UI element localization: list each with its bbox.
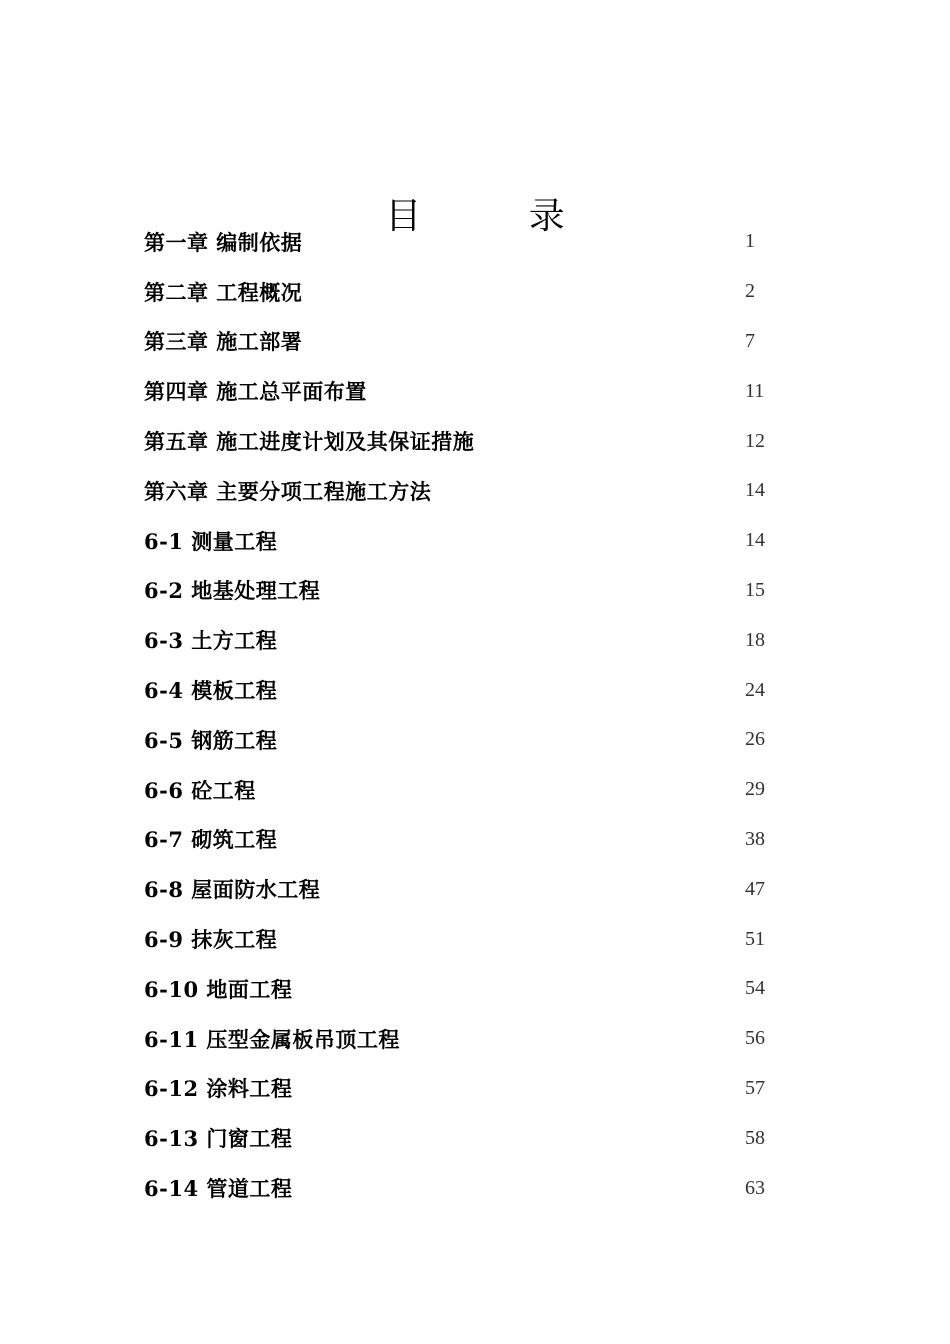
toc-entry-text: 第三章 施工部署 (144, 329, 303, 355)
toc-entry[interactable] (144, 466, 804, 516)
toc-entry-page: 54 (745, 977, 765, 1000)
toc-entry-page: 26 (745, 728, 765, 751)
toc-entry-page: 56 (745, 1027, 765, 1050)
toc-entry[interactable] (144, 1113, 804, 1163)
toc-entry[interactable] (144, 1014, 804, 1064)
toc-entry-text: 6-2 地基处理工程 (144, 578, 321, 604)
toc-entry-text: 第五章 施工进度计划及其保证措施 (144, 429, 475, 455)
toc-entry[interactable] (144, 765, 804, 815)
toc-entry-page: 1 (745, 230, 755, 253)
toc-entry-page: 15 (745, 578, 765, 601)
toc-entry-page: 11 (745, 379, 765, 402)
toc-entry-text: 6-3 土方工程 (144, 628, 278, 654)
toc-entry-text: 6-13 门窗工程 (144, 1126, 293, 1152)
toc-entry-page: 14 (745, 529, 765, 552)
toc-entry-text: 6-4 模板工程 (144, 678, 278, 704)
toc-entry[interactable] (144, 416, 804, 466)
toc-entry-text: 6-11 压型金属板吊顶工程 (144, 1026, 400, 1052)
toc-entry-text: 第六章 主要分项工程施工方法 (144, 478, 432, 504)
toc-entry-page: 18 (745, 628, 765, 651)
toc-entry-text: 第一章 编制依据 (144, 229, 303, 255)
toc-entry[interactable] (144, 217, 804, 267)
toc-entry-page: 57 (745, 1076, 765, 1099)
toc-entry-text: 第四章 施工总平面布置 (144, 379, 367, 405)
toc-entry-page: 58 (745, 1126, 765, 1149)
toc-title: 目 录 (385, 196, 613, 238)
toc-entry[interactable] (144, 864, 804, 914)
toc-entry[interactable] (144, 566, 804, 616)
toc-entry[interactable] (144, 1163, 804, 1213)
toc-entry-page: 7 (745, 329, 755, 352)
toc-entry[interactable] (144, 267, 804, 317)
toc-entry[interactable] (144, 366, 804, 416)
toc-entry-page: 2 (745, 280, 755, 303)
toc-entry-text: 第二章 工程概况 (144, 279, 303, 305)
toc-list (144, 217, 804, 1213)
toc-entry[interactable] (144, 815, 804, 865)
toc-entry-page: 47 (745, 877, 765, 900)
toc-entry[interactable] (144, 615, 804, 665)
toc-entry[interactable] (144, 516, 804, 566)
toc-entry-page: 12 (745, 429, 765, 452)
toc-entry-text: 6-7 砌筑工程 (144, 827, 278, 853)
toc-entry-page: 29 (745, 778, 765, 801)
toc-entry[interactable] (144, 665, 804, 715)
toc-entry-text: 6-9 抹灰工程 (144, 927, 278, 953)
toc-entry-text: 6-8 屋面防水工程 (144, 877, 321, 903)
toc-entry-text: 6-6 砼工程 (144, 777, 256, 803)
toc-entry-text: 6-10 地面工程 (144, 976, 293, 1002)
toc-entry-page: 63 (745, 1176, 765, 1199)
toc-entry-text: 6-1 测量工程 (144, 528, 278, 554)
toc-entry[interactable] (144, 317, 804, 367)
toc-entry[interactable] (144, 715, 804, 765)
toc-entry-text: 6-12 涂料工程 (144, 1076, 293, 1102)
toc-entry-page: 14 (745, 479, 765, 502)
toc-entry[interactable] (144, 914, 804, 964)
toc-entry-page: 24 (745, 678, 765, 701)
toc-entry[interactable] (144, 964, 804, 1014)
toc-entry-text: 6-5 钢筋工程 (144, 727, 278, 753)
toc-entry-page: 51 (745, 927, 765, 950)
toc-entry-page: 38 (745, 827, 765, 850)
toc-entry-text: 6-14 管道工程 (144, 1176, 293, 1202)
toc-entry[interactable] (144, 1064, 804, 1114)
